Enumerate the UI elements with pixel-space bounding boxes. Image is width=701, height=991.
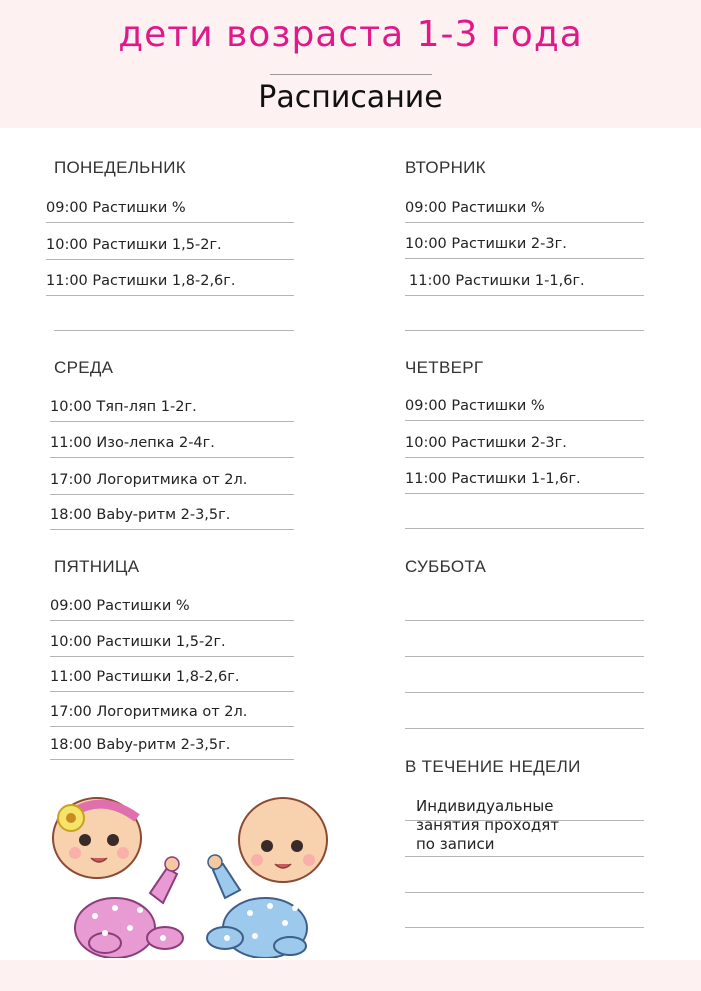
day-heading-thursday: ЧЕТВЕРГ (405, 358, 484, 377)
entry-text: 17:00 Логоритмика от 2л. (50, 472, 248, 488)
schedule-entry-empty (405, 496, 644, 529)
schedule-entry (46, 263, 294, 296)
entry-text: 09:00 Растишки % (405, 398, 545, 414)
baby-boy-icon (207, 798, 327, 958)
day-heading-monday: ПОНЕДЕЛЬНИК (54, 158, 186, 177)
page-subtitle: Расписание (258, 80, 443, 115)
schedule-entry (405, 461, 644, 494)
entry-text: 17:00 Логоритмика от 2л. (50, 704, 248, 720)
week-note (416, 797, 646, 854)
babies-illustration (45, 778, 355, 958)
day-heading-tuesday: ВТОРНИК (405, 158, 486, 177)
schedule-entry-empty (405, 588, 644, 621)
entry-text: 11:00 Изо-лепка 2-4г. (50, 435, 215, 451)
day-heading-friday: ПЯТНИЦА (54, 557, 140, 576)
schedule-entry (50, 462, 294, 495)
entry-text: 10:00 Тяп-ляп 1-2г. (50, 399, 197, 415)
header-band (0, 0, 701, 128)
schedule-entry-empty (54, 298, 294, 331)
page-title: дети возраста 1-3 года (118, 14, 583, 55)
entry-text: 10:00 Растишки 2-3г. (405, 435, 567, 451)
entry-text: 09:00 Растишки % (405, 200, 545, 216)
entry-text: 11:00 Растишки 1-1,6г. (405, 471, 581, 487)
entry-text: 10:00 Растишки 1,5-2г. (50, 634, 226, 650)
schedule-entry (405, 425, 644, 458)
schedule-entry (50, 659, 294, 692)
schedule-entry (50, 497, 294, 530)
schedule-entry (50, 389, 294, 422)
schedule-entry (50, 624, 294, 657)
schedule-entry (46, 227, 294, 260)
entry-text: 18:00 Baby-ритм 2-3,5г. (50, 507, 231, 523)
schedule-entry (405, 263, 644, 296)
day-heading-wednesday: СРЕДА (54, 358, 114, 377)
entry-text: 09:00 Растишки % (46, 200, 186, 216)
schedule-entry (50, 727, 294, 760)
schedule-entry (405, 190, 644, 223)
footer-band (0, 960, 701, 991)
entry-text: 10:00 Растишки 2-3г. (405, 236, 567, 252)
schedule-entry-empty (405, 895, 644, 928)
schedule-entry (50, 694, 294, 727)
note-line: занятия проходят (416, 816, 559, 834)
schedule-entry (50, 425, 294, 458)
baby-girl-icon (53, 798, 183, 958)
entry-text: 11:00 Растишки 1,8-2,6г. (46, 273, 236, 289)
entry-text: 18:00 Baby-ритм 2-3,5г. (50, 737, 231, 753)
entry-text: 09:00 Растишки % (50, 598, 190, 614)
entry-text: 11:00 Растишки 1,8-2,6г. (50, 669, 240, 685)
entry-text: 10:00 Растишки 1,5-2г. (46, 237, 222, 253)
schedule-entry-empty (405, 298, 644, 331)
schedule-entry-empty (405, 860, 644, 893)
schedule-entry-empty (405, 660, 644, 693)
title-divider (270, 74, 432, 75)
schedule-entry-empty (405, 624, 644, 657)
schedule-entry (46, 190, 294, 223)
entry-text: 11:00 Растишки 1-1,6г. (409, 273, 585, 289)
note-line: Индивидуальные (416, 797, 554, 815)
schedule-entry (50, 588, 294, 621)
day-heading-week: В ТЕЧЕНИЕ НЕДЕЛИ (405, 757, 581, 776)
schedule-entry (405, 388, 644, 421)
schedule-entry-empty (405, 696, 644, 729)
schedule-entry (405, 226, 644, 259)
day-heading-saturday: СУББОТА (405, 557, 487, 576)
note-line: по записи (416, 835, 495, 853)
